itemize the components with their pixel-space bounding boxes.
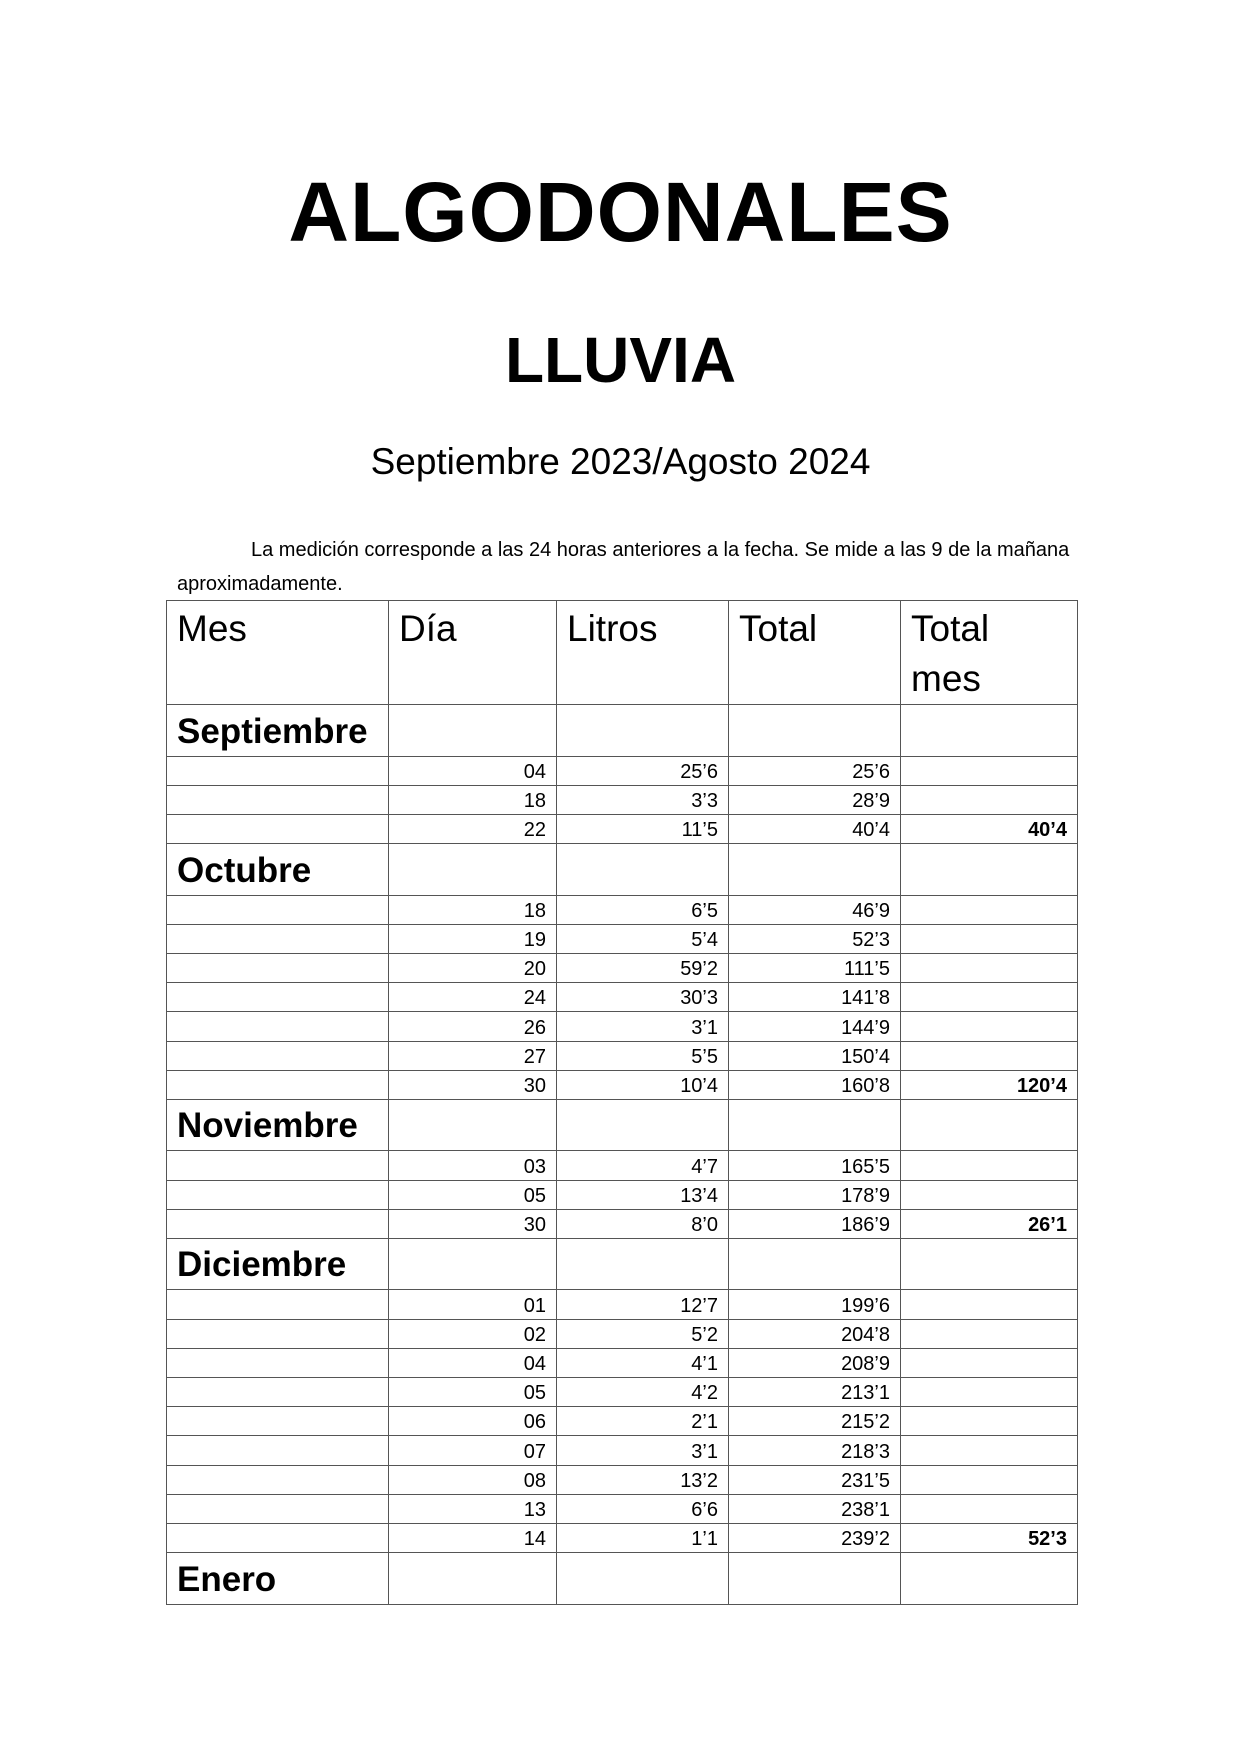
dia-cell: 04: [389, 1348, 557, 1377]
total-mes-cell: 120’4: [901, 1070, 1078, 1099]
total-mes-cell: [901, 895, 1078, 924]
empty-cell: [901, 1553, 1078, 1605]
table-row: [167, 1465, 1078, 1494]
total-cell: 199’6: [729, 1290, 901, 1319]
total-mes-cell: [901, 1407, 1078, 1436]
total-cell: 160’8: [729, 1070, 901, 1099]
empty-cell: [729, 705, 901, 757]
table-row: [167, 1436, 1078, 1465]
month-row: [167, 844, 1078, 896]
dia-cell: 24: [389, 983, 557, 1012]
table-row: [167, 756, 1078, 785]
litros-cell: 5’2: [557, 1319, 729, 1348]
litros-cell: 2’1: [557, 1407, 729, 1436]
mes-cell: [167, 1041, 389, 1070]
total-mes-cell: 52’3: [901, 1523, 1078, 1552]
mes-cell: [167, 1180, 389, 1209]
table-row: [167, 814, 1078, 843]
rainfall-table: [166, 600, 1078, 1605]
measurement-note: [177, 533, 1077, 601]
litros-cell: 6’5: [557, 895, 729, 924]
mes-cell: [167, 895, 389, 924]
total-cell: 111’5: [729, 953, 901, 982]
total-cell: 239’2: [729, 1523, 901, 1552]
total-mes-cell: 26’1: [901, 1209, 1078, 1238]
dia-cell: 26: [389, 1012, 557, 1041]
dia-cell: 19: [389, 924, 557, 953]
litros-cell: 59’2: [557, 953, 729, 982]
dia-cell: 18: [389, 785, 557, 814]
dia-cell: 05: [389, 1378, 557, 1407]
dia-cell: 07: [389, 1436, 557, 1465]
dia-cell: 02: [389, 1319, 557, 1348]
litros-cell: 12’7: [557, 1290, 729, 1319]
empty-cell: [729, 1553, 901, 1605]
mes-cell: [167, 1378, 389, 1407]
litros-cell: 4’2: [557, 1378, 729, 1407]
litros-cell: 11’5: [557, 814, 729, 843]
total-mes-cell: [901, 953, 1078, 982]
total-mes-cell: [901, 1041, 1078, 1070]
total-cell: 215’2: [729, 1407, 901, 1436]
total-cell: 141’8: [729, 983, 901, 1012]
mes-cell: [167, 1151, 389, 1180]
mes-cell: [167, 1523, 389, 1552]
header-mes: Mes: [167, 601, 389, 705]
table-row: [167, 1290, 1078, 1319]
table-header-row: [167, 601, 1078, 705]
month-name: Diciembre: [167, 1238, 389, 1290]
month-name: Enero: [167, 1553, 389, 1605]
litros-cell: 3’3: [557, 785, 729, 814]
total-cell: 150’4: [729, 1041, 901, 1070]
table-row: [167, 1180, 1078, 1209]
mes-cell: [167, 924, 389, 953]
table-row: [167, 1494, 1078, 1523]
mes-cell: [167, 1436, 389, 1465]
total-cell: 46’9: [729, 895, 901, 924]
period-heading: Septiembre 2023/Agosto 2024: [370, 441, 871, 482]
total-mes-cell: [901, 1180, 1078, 1209]
month-name: Octubre: [167, 844, 389, 896]
table-row: [167, 1041, 1078, 1070]
dia-cell: 03: [389, 1151, 557, 1180]
table-row: [167, 1378, 1078, 1407]
table-row: [167, 1070, 1078, 1099]
mes-cell: [167, 953, 389, 982]
total-cell: 186’9: [729, 1209, 901, 1238]
total-mes-cell: [901, 1348, 1078, 1377]
litros-cell: 1’1: [557, 1523, 729, 1552]
dia-cell: 18: [389, 895, 557, 924]
empty-cell: [557, 705, 729, 757]
page-subtitle: LLUVIA: [504, 324, 737, 396]
empty-cell: [389, 844, 557, 896]
dia-cell: 20: [389, 953, 557, 982]
empty-cell: [389, 1099, 557, 1151]
month-row: [167, 1553, 1078, 1605]
empty-cell: [557, 1099, 729, 1151]
litros-cell: 4’7: [557, 1151, 729, 1180]
total-cell: 213’1: [729, 1378, 901, 1407]
mes-cell: [167, 1012, 389, 1041]
month-row: [167, 1099, 1078, 1151]
table-row: [167, 1319, 1078, 1348]
total-cell: 231’5: [729, 1465, 901, 1494]
empty-cell: [901, 705, 1078, 757]
total-cell: 178’9: [729, 1180, 901, 1209]
total-cell: 25’6: [729, 756, 901, 785]
header-dia: Día: [389, 601, 557, 705]
mes-cell: [167, 756, 389, 785]
table-row: [167, 1209, 1078, 1238]
total-mes-cell: [901, 756, 1078, 785]
litros-cell: 3’1: [557, 1012, 729, 1041]
dia-cell: 01: [389, 1290, 557, 1319]
header-total: Total: [729, 601, 901, 705]
month-name: Septiembre: [167, 705, 389, 757]
month-name: Noviembre: [167, 1099, 389, 1151]
empty-cell: [729, 1238, 901, 1290]
dia-cell: 13: [389, 1494, 557, 1523]
total-cell: 40’4: [729, 814, 901, 843]
total-mes-cell: [901, 1290, 1078, 1319]
header-total-mes: Total mes: [901, 601, 1078, 705]
mes-cell: [167, 1319, 389, 1348]
litros-cell: 6’6: [557, 1494, 729, 1523]
month-row: [167, 1238, 1078, 1290]
total-cell: 238’1: [729, 1494, 901, 1523]
mes-cell: [167, 1407, 389, 1436]
dia-cell: 06: [389, 1407, 557, 1436]
total-cell: 144’9: [729, 1012, 901, 1041]
table-row: [167, 953, 1078, 982]
total-mes-cell: [901, 1012, 1078, 1041]
litros-cell: 8’0: [557, 1209, 729, 1238]
table-row: [167, 1348, 1078, 1377]
mes-cell: [167, 785, 389, 814]
total-mes-cell: [901, 785, 1078, 814]
litros-cell: 10’4: [557, 1070, 729, 1099]
page-title: ALGODONALES: [288, 165, 953, 259]
mes-cell: [167, 983, 389, 1012]
mes-cell: [167, 1348, 389, 1377]
mes-cell: [167, 1070, 389, 1099]
empty-cell: [901, 1238, 1078, 1290]
mes-cell: [167, 1465, 389, 1494]
total-mes-cell: [901, 1319, 1078, 1348]
total-mes-cell: [901, 924, 1078, 953]
empty-cell: [557, 844, 729, 896]
empty-cell: [557, 1238, 729, 1290]
total-mes-cell: [901, 1436, 1078, 1465]
litros-cell: 3’1: [557, 1436, 729, 1465]
litros-cell: 13’2: [557, 1465, 729, 1494]
table-row: [167, 1151, 1078, 1180]
dia-cell: 14: [389, 1523, 557, 1552]
empty-cell: [389, 1238, 557, 1290]
dia-cell: 08: [389, 1465, 557, 1494]
total-mes-cell: [901, 1378, 1078, 1407]
dia-cell: 05: [389, 1180, 557, 1209]
total-mes-cell: [901, 1151, 1078, 1180]
total-cell: 204’8: [729, 1319, 901, 1348]
mes-cell: [167, 1209, 389, 1238]
total-mes-cell: [901, 1465, 1078, 1494]
total-mes-cell: 40’4: [901, 814, 1078, 843]
empty-cell: [901, 844, 1078, 896]
table-row: [167, 924, 1078, 953]
measurement-note-text: La medición corresponde a las 24 horas anteriores a la fecha. Se mide a las 9 de la mañana aproximadamente.: [177, 539, 1070, 595]
total-cell: 52’3: [729, 924, 901, 953]
table-row: [167, 785, 1078, 814]
table-row: [167, 1523, 1078, 1552]
litros-cell: 4’1: [557, 1348, 729, 1377]
empty-cell: [557, 1553, 729, 1605]
litros-cell: 13’4: [557, 1180, 729, 1209]
empty-cell: [389, 1553, 557, 1605]
table-row: [167, 1407, 1078, 1436]
table-body: [167, 705, 1078, 1605]
empty-cell: [729, 844, 901, 896]
empty-cell: [729, 1099, 901, 1151]
dia-cell: 27: [389, 1041, 557, 1070]
table-row: [167, 1012, 1078, 1041]
total-cell: 218’3: [729, 1436, 901, 1465]
litros-cell: 25’6: [557, 756, 729, 785]
litros-cell: 30’3: [557, 983, 729, 1012]
litros-cell: 5’5: [557, 1041, 729, 1070]
empty-cell: [389, 705, 557, 757]
header-litros: Litros: [557, 601, 729, 705]
total-cell: 208’9: [729, 1348, 901, 1377]
mes-cell: [167, 1494, 389, 1523]
total-cell: 165’5: [729, 1151, 901, 1180]
table-row: [167, 983, 1078, 1012]
dia-cell: 30: [389, 1209, 557, 1238]
total-mes-cell: [901, 1494, 1078, 1523]
mes-cell: [167, 814, 389, 843]
total-mes-cell: [901, 983, 1078, 1012]
mes-cell: [167, 1290, 389, 1319]
table-row: [167, 895, 1078, 924]
empty-cell: [901, 1099, 1078, 1151]
litros-cell: 5’4: [557, 924, 729, 953]
total-cell: 28’9: [729, 785, 901, 814]
dia-cell: 30: [389, 1070, 557, 1099]
month-row: [167, 705, 1078, 757]
dia-cell: 04: [389, 756, 557, 785]
dia-cell: 22: [389, 814, 557, 843]
